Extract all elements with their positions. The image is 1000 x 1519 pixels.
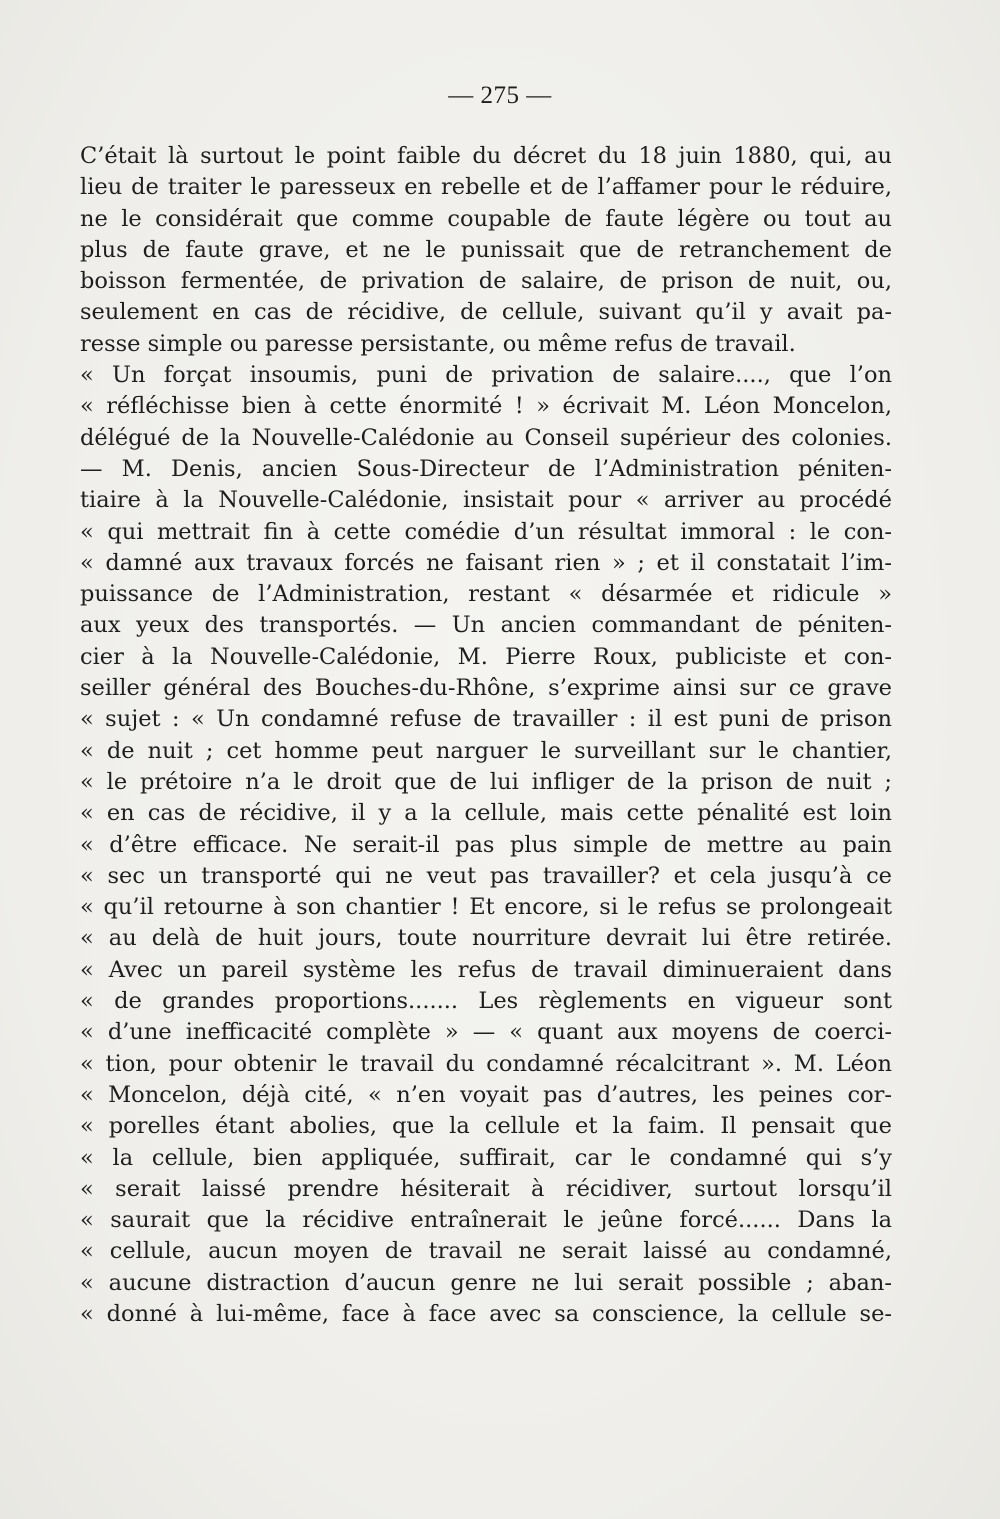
text-line: « damné aux travaux forcés ne faisant rien » ; et il constatait l’im- bbox=[80, 549, 892, 576]
text-line: « Avec un pareil système les refus de travail diminueraient dans bbox=[80, 956, 892, 983]
text-line: « d’être efficace. Ne serait-il pas plus simple de mettre au pain bbox=[80, 831, 892, 858]
text-line: ne le considérait que comme coupable de faute légère ou tout au bbox=[80, 205, 892, 232]
text-line: « le prétoire n’a le droit que de lui infliger de la prison de nuit ; bbox=[80, 768, 892, 795]
text-line: « saurait que la récidive entraînerait le jeûne forcé...... Dans la bbox=[80, 1207, 892, 1234]
text-line: « sujet : « Un condamné refuse de travailler : il est puni de prison bbox=[80, 706, 892, 733]
text-line: « tion, pour obtenir le travail du condamné récalcitrant ». M. Léon bbox=[80, 1050, 892, 1077]
text-line: délégué de la Nouvelle-Calédonie au Conseil supérieur des colonies. bbox=[80, 424, 892, 451]
text-line: puissance de l’Administration, restant « désarmée et ridicule » bbox=[80, 581, 892, 608]
text-line: « serait laissé prendre hésiterait à récidiver, surtout lorsqu’il bbox=[80, 1175, 892, 1202]
text-line: « de nuit ; cet homme peut narguer le surveillant sur le chantier, bbox=[80, 737, 892, 764]
text-line: « de grandes proportions....... Les règlements en vigueur sont bbox=[80, 988, 892, 1015]
text-line: — M. Denis, ancien Sous-Directeur de l’Administration péniten- bbox=[80, 455, 892, 482]
text-line: resse simple ou paresse persistante, ou même refus de travail. bbox=[80, 330, 796, 357]
text-line: « cellule, aucun moyen de travail ne serait laissé au condamné, bbox=[80, 1238, 892, 1265]
text-line: seulement en cas de récidive, de cellule, suivant qu’il y avait pa- bbox=[80, 299, 892, 326]
text-line: boisson fermentée, de privation de salaire, de prison de nuit, ou, bbox=[80, 268, 892, 295]
text-line: « qu’il retourne à son chantier ! Et encore, si le refus se prolongeait bbox=[80, 894, 892, 921]
text-line: « aucune distraction d’aucun genre ne lui serait possible ; aban- bbox=[80, 1269, 892, 1296]
body-paragraph bbox=[80, 141, 892, 1330]
text-line: lieu de traiter le paresseux en rebelle et de l’affamer pour le réduire, bbox=[80, 174, 892, 201]
text-line: « porelles étant abolies, que la cellule et la faim. Il pensait que bbox=[80, 1113, 892, 1140]
text-line: « sec un transporté qui ne veut pas travailler? et cela jusqu’à ce bbox=[80, 862, 892, 889]
text-line: « la cellule, bien appliquée, suffirait, car le condamné qui s’y bbox=[80, 1144, 892, 1171]
text-line: C’était là surtout le point faible du décret du 18 juin 1880, qui, au bbox=[80, 143, 892, 169]
text-line: cier à la Nouvelle-Calédonie, M. Pierre Roux, publiciste et con- bbox=[80, 643, 892, 670]
text-line: seiller général des Bouches-du-Rhône, s’exprime ainsi sur ce grave bbox=[80, 675, 892, 702]
text-line: « en cas de récidive, il y a la cellule, mais cette pénalité est loin bbox=[80, 800, 892, 827]
text-line: « Moncelon, déjà cité, « n’en voyait pas d’autres, les peines cor- bbox=[80, 1081, 892, 1108]
text-line: « donné à lui-même, face à face avec sa conscience, la cellule se- bbox=[80, 1300, 892, 1327]
text-line: aux yeux des transportés. — Un ancien commandant de péniten- bbox=[80, 612, 892, 639]
text-line: « au delà de huit jours, toute nourriture devrait lui être retirée. bbox=[80, 925, 892, 952]
text-line: « d’une inefficacité complète » — « quant aux moyens de coerci- bbox=[80, 1019, 892, 1046]
text-line: « Un forçat insoumis, puni de privation de salaire...., que l’on bbox=[80, 362, 892, 389]
page-number: — 275 — bbox=[448, 82, 552, 109]
text-line: plus de faute grave, et ne le punissait que de retranchement de bbox=[80, 236, 892, 263]
text-line: « réfléchisse bien à cette énormité ! » écrivait M. Léon Moncelon, bbox=[80, 393, 892, 420]
text-line: « qui mettrait fin à cette comédie d’un résultat immoral : le con- bbox=[80, 518, 892, 545]
text-line: tiaire à la Nouvelle-Calédonie, insistait pour « arriver au procédé bbox=[80, 487, 892, 514]
